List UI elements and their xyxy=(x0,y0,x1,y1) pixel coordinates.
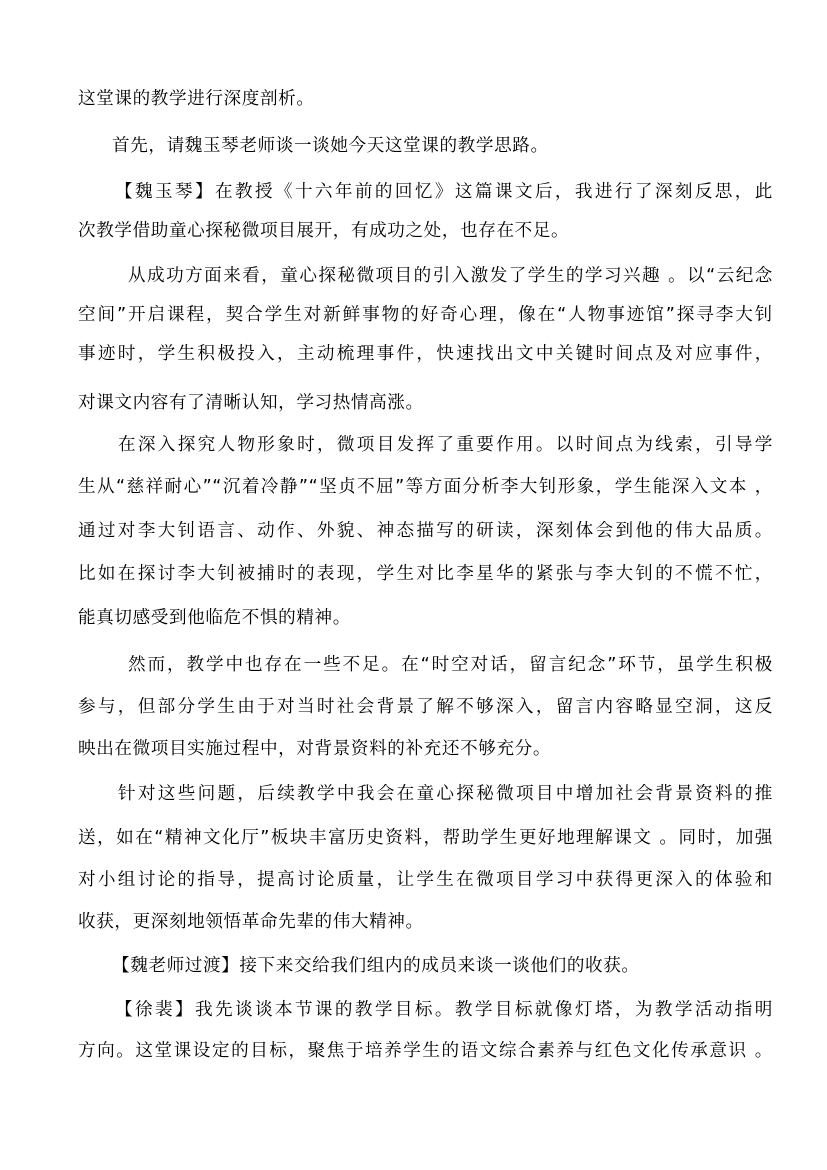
text-line: 送，如在“精神文化厅”板块丰富历史资料，帮助学生更好地理解课文 。同时，加强 xyxy=(78,828,773,848)
text-line: 【魏老师过渡】接下来交给我们组内的成员来谈一谈他们的收获。 xyxy=(112,956,640,976)
text-line: 针对这些问题，后续教学中我会在童心探秘微项目中增加社会背景资料的推 xyxy=(118,784,773,804)
text-line: 空间”开启课程，契合学生对新鲜事物的好奇心理，像在“人物事迹馆”探寻李大钊 xyxy=(78,305,773,325)
text-line: 从成功方面来看，童心探秘微项目的引入激发了学生的学习兴趣 。以“云纪念 xyxy=(128,266,773,286)
text-line: 参与，但部分学生由于对当时社会背景了解不够深入，留言内容略显空洞，这反 xyxy=(78,697,773,717)
text-line: 在深入探究人物形象时，微项目发挥了重要作用。以时间点为线索，引导学 xyxy=(118,435,773,455)
text-line: 事迹时，学生积极投入，主动梳理事件，快速找出文中关键时间点及对应事件， xyxy=(78,344,773,364)
text-line: 然而，教学中也存在一些不足。在“时空对话，留言纪念”环节，虽学生积极 xyxy=(128,655,773,675)
text-line: 生从“慈祥耐心”“沉着冷静”“坚贞不屈”等方面分析李大钊形象，学生能深入文本 ， xyxy=(78,477,773,497)
text-line: 这堂课的教学进行深度剖析。 xyxy=(78,89,315,109)
text-line: 方向。这堂课设定的目标，聚焦于培养学生的语文综合素养与红色文化传承意识 。 xyxy=(78,1041,773,1061)
text-line: 首先，请魏玉琴老师谈一谈她今天这堂课的教学思路。 xyxy=(112,136,549,156)
text-line: 次教学借助童心探秘微项目展开，有成功之处，也存在不足。 xyxy=(78,221,570,241)
text-line: 通过对李大钊语言、动作、外貌、神态描写的研读，深刻体会到他的伟大品质。 xyxy=(78,521,773,541)
text-line: 对小组讨论的指导，提高讨论质量，让学生在微项目学习中获得更深入的体验和 xyxy=(78,870,773,890)
text-line: 收获，更深刻地领悟革命先辈的伟大精神。 xyxy=(78,912,424,932)
text-line: 【徐裴】我先谈谈本节课的教学目标。教学目标就像灯塔，为教学活动指明 xyxy=(115,1000,773,1020)
text-line: 映出在微项目实施过程中，对背景资料的补充还不够充分。 xyxy=(78,739,552,759)
text-line: 【魏玉琴】在教授《十六年前的回忆》这篇课文后，我进行了深刻反思，此 xyxy=(115,182,773,202)
text-line: 对课文内容有了清晰认知，学习热情高涨。 xyxy=(78,393,424,413)
text-line: 比如在探讨李大钊被捕时的表现，学生对比李星华的紧张与李大钊的不慌不忙， xyxy=(78,564,773,584)
text-line: 能真切感受到他临危不惧的精神。 xyxy=(78,608,351,628)
